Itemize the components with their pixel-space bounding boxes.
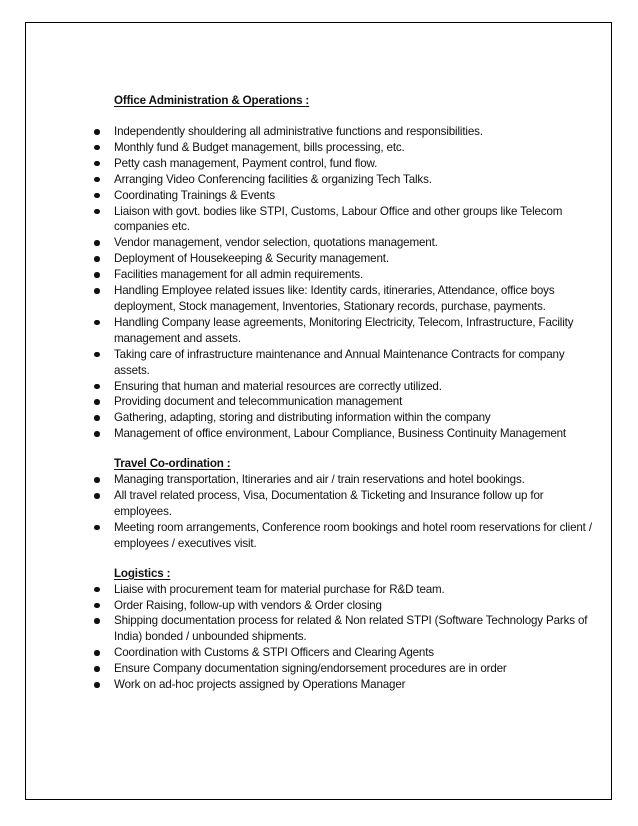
list-item: Ensuring that human and material resources are correctly utilized. [114, 379, 594, 395]
list-item: Facilities management for all admin requirements. [114, 267, 594, 283]
list-item: Taking care of infrastructure maintenance and Annual Maintenance Contracts for company assets. [114, 347, 594, 379]
list-item: Arranging Video Conferencing facilities & organizing Tech Talks. [114, 172, 594, 188]
list-item: Managing transportation, Itineraries and air / train reservations and hotel bookings. [114, 472, 594, 488]
bullet-icon [94, 240, 100, 246]
list-item: Providing document and telecommunication management [114, 394, 594, 410]
bullet-icon [94, 603, 100, 609]
section-title: Travel Co-ordination : [114, 457, 231, 471]
bullet-icon [94, 193, 100, 199]
list-item: Management of office environment, Labour Compliance, Business Continuity Management [114, 426, 594, 442]
list-item: Gathering, adapting, storing and distributing information within the company [114, 410, 594, 426]
bullet-icon [94, 352, 100, 358]
bullet-icon [94, 431, 100, 437]
list-item: Coordination with Customs & STPI Officers and Clearing Agents [114, 645, 594, 661]
section-office-administration [114, 93, 594, 442]
bullet-icon [94, 320, 100, 326]
section-title: Logistics : [114, 566, 171, 580]
bullet-icon [94, 493, 100, 499]
list-item: Ensure Company documentation signing/endorsement procedures are in order [114, 661, 594, 677]
bullet-icon [94, 525, 100, 531]
list-item: Handling Company lease agreements, Monitoring Electricity, Telecom, Infrastructure, Facility management and assets. [114, 315, 594, 347]
list-item: Order Raising, follow-up with vendors & Order closing [114, 598, 594, 614]
bullet-icon [94, 682, 100, 688]
bullet-icon [94, 587, 100, 593]
bullet-list [114, 582, 594, 693]
bullet-icon [94, 161, 100, 167]
bullet-icon [94, 399, 100, 405]
bullet-icon [94, 477, 100, 483]
resume-content [114, 93, 594, 693]
bullet-icon [94, 209, 100, 215]
bullet-icon [94, 666, 100, 672]
bullet-icon [94, 145, 100, 151]
list-item: Shipping documentation process for related & Non related STPI (Software Technology Parks of India) bonded / unbounded shipments. [114, 613, 594, 645]
bullet-icon [94, 618, 100, 624]
bullet-icon [94, 288, 100, 294]
list-item: All travel related process, Visa, Documentation & Ticketing and Insurance follow up for employees. [114, 488, 594, 520]
bullet-icon [94, 177, 100, 183]
list-item: Monthly fund & Budget management, bills processing, etc. [114, 140, 594, 156]
page-border [25, 22, 612, 800]
bullet-icon [94, 415, 100, 421]
bullet-icon [94, 384, 100, 390]
bullet-list [114, 124, 594, 442]
list-item: Liaison with govt. bodies like STPI, Customs, Labour Office and other groups like Telecom companies etc. [114, 204, 594, 236]
bullet-icon [94, 272, 100, 278]
list-item: Work on ad-hoc projects assigned by Operations Manager [114, 677, 594, 693]
list-item: Petty cash management, Payment control, fund flow. [114, 156, 594, 172]
section-logistics [114, 566, 594, 693]
section-title: Office Administration & Operations : [114, 94, 310, 107]
list-item: Handling Employee related issues like: Identity cards, itineraries, Attendance, office boys deployment, Stock management, Inventories, Stationary records, purchase, payments. [114, 283, 594, 315]
bullet-icon [94, 129, 100, 135]
list-item: Vendor management, vendor selection, quotations management. [114, 235, 594, 251]
bullet-icon [94, 650, 100, 656]
list-item: Meeting room arrangements, Conference room bookings and hotel room reservations for client / employees / executives visit. [114, 520, 594, 552]
bullet-list [114, 472, 594, 552]
bullet-icon [94, 256, 100, 262]
list-item: Liaise with procurement team for material purchase for R&D team. [114, 582, 594, 598]
list-item: Deployment of Housekeeping & Security management. [114, 251, 594, 267]
list-item: Coordinating Trainings & Events [114, 188, 594, 204]
list-item: Independently shouldering all administrative functions and responsibilities. [114, 124, 594, 140]
section-travel-coordination [114, 456, 594, 552]
